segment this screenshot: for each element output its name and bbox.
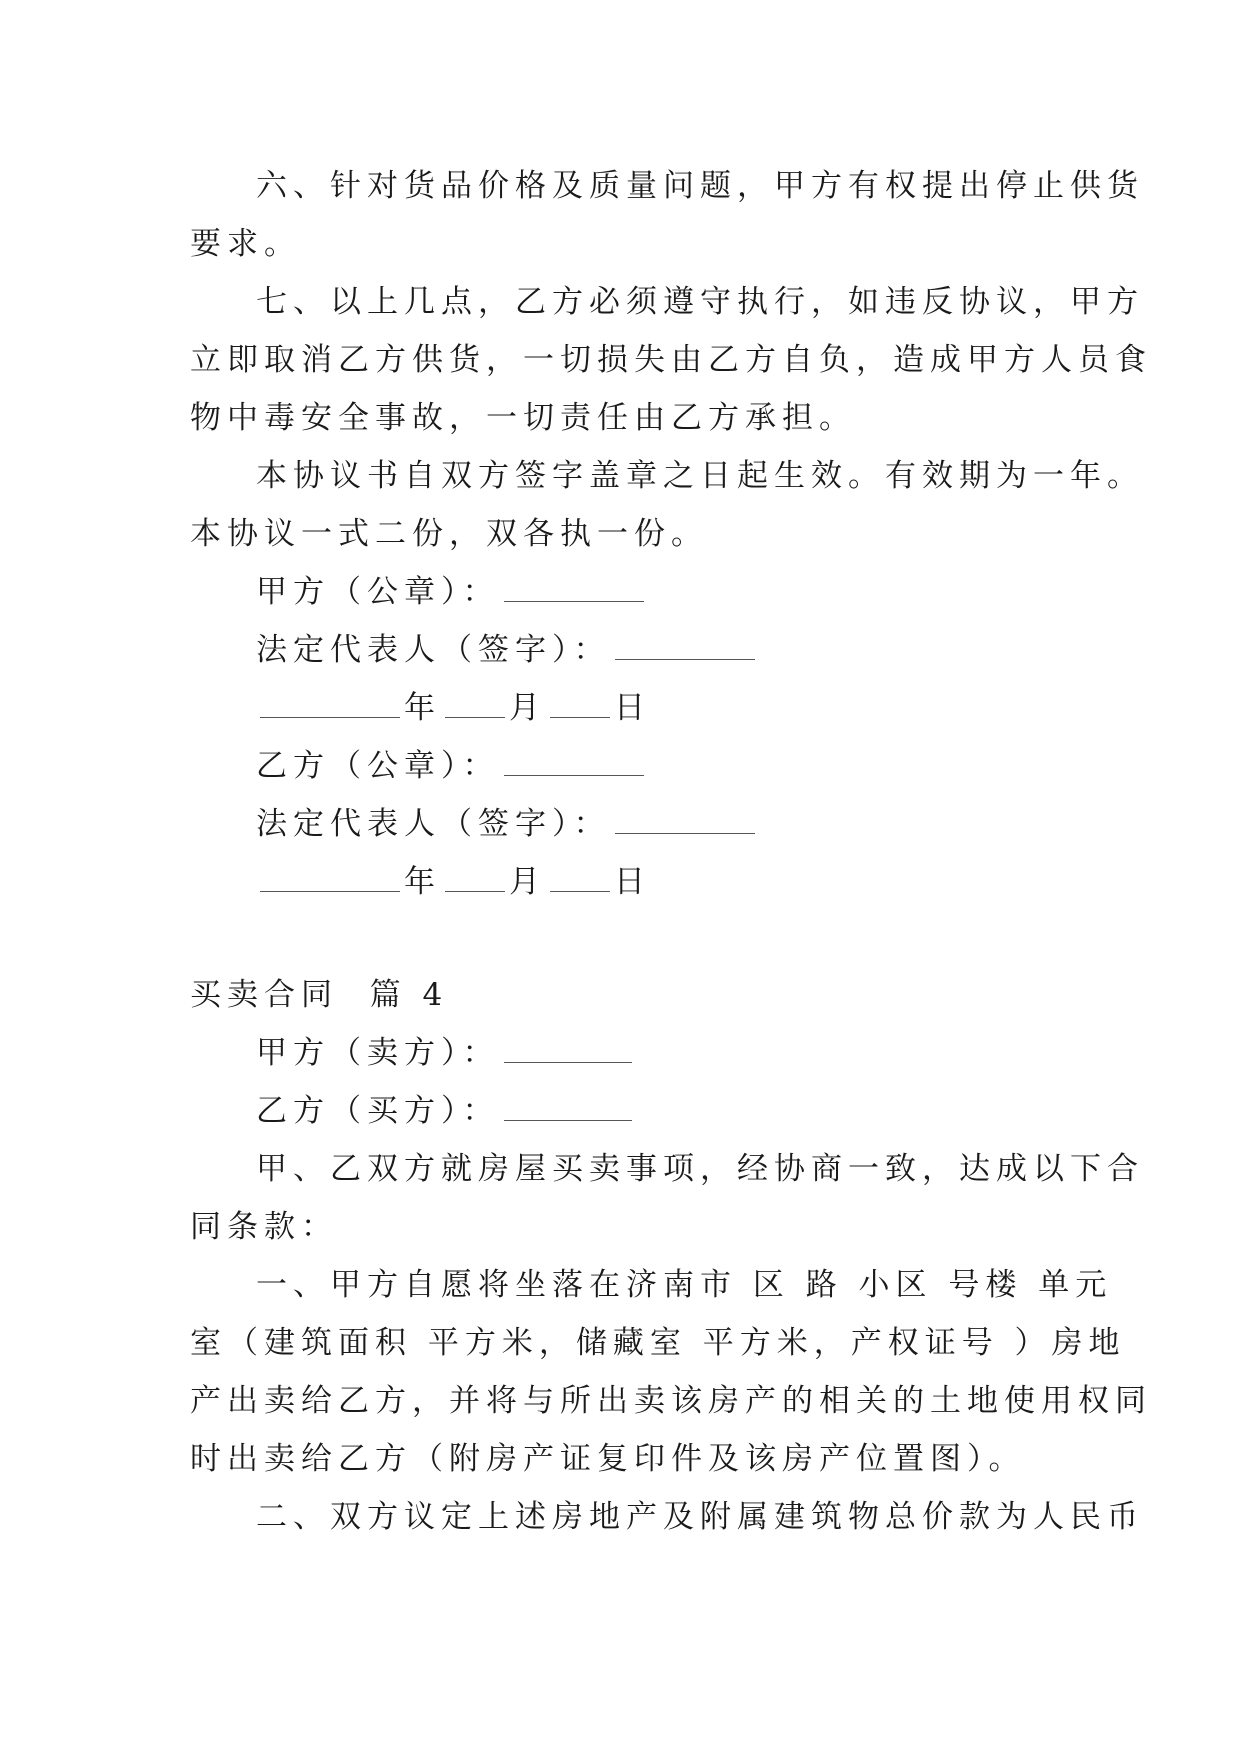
- party-b-seal-blank: [504, 749, 644, 776]
- buyer-label: 乙方（买方）：: [256, 1093, 500, 1129]
- intro-line-2: 同条款：: [190, 1209, 338, 1245]
- party-a-seal-blank: [504, 575, 644, 602]
- seller-label: 甲方（卖方）：: [256, 1035, 500, 1071]
- legal-rep-2-blank: [615, 807, 755, 834]
- legal-rep-1-label: 法定代表人（签字）：: [256, 632, 611, 668]
- clause-7-line-3: 物中毒安全事故，一切责任由乙方承担。: [190, 400, 856, 436]
- buyer-blank: [504, 1094, 632, 1121]
- clause-6-line-1: 六、针对货品价格及质量问题，甲方有权提出停止供货: [256, 168, 1144, 204]
- clause-7-line-1: 七、以上几点，乙方必须遵守执行，如违反协议，甲方: [256, 284, 1144, 320]
- section-title: 买卖合同 篇 4: [190, 977, 449, 1013]
- clause-2-line-1: 二、双方议定上述房地产及附属建筑物总价款为人民币: [256, 1499, 1144, 1535]
- intro-line-1: 甲、乙双方就房屋买卖事项，经协商一致，达成以下合: [256, 1151, 1144, 1187]
- seller-blank: [504, 1036, 632, 1063]
- legal-rep-2-label: 法定代表人（签字）：: [256, 806, 611, 842]
- year-blank: [260, 865, 400, 892]
- day-blank: [550, 865, 610, 892]
- party-b-seal-line: [256, 746, 648, 786]
- effective-line-1: 本协议书自双方签字盖章之日起生效。有效期为一年。: [256, 458, 1144, 494]
- party-b-seal-label: 乙方（公章）：: [256, 748, 500, 784]
- clause-1-line-4: 时出卖给乙方（附房产证复印件及该房产位置图）。: [190, 1441, 1026, 1477]
- month-blank: [445, 865, 505, 892]
- party-a-seal-label: 甲方（公章）：: [256, 574, 500, 610]
- year-label: 年: [404, 864, 441, 900]
- date-line-2: [256, 862, 651, 902]
- clause-1-line-1: 一、甲方自愿将坐落在济南市 区 路 小区 号楼 单元: [256, 1267, 1113, 1303]
- legal-rep-1-line: [256, 630, 759, 670]
- legal-rep-2-line: [256, 804, 759, 844]
- effective-line-2: 本协议一式二份，双各执一份。: [190, 516, 708, 552]
- month-label: 月: [509, 690, 546, 726]
- clause-1-line-2: 室（建筑面积 平方米，储藏室 平方米，产权证号 ）房地: [190, 1325, 1126, 1361]
- buyer-line: [256, 1091, 636, 1131]
- party-a-seal-line: [256, 572, 648, 612]
- year-blank: [260, 691, 400, 718]
- day-label: 日: [614, 864, 651, 900]
- day-label: 日: [614, 690, 651, 726]
- clause-1-line-3: 产出卖给乙方，并将与所出卖该房产的相关的土地使用权同: [190, 1383, 1152, 1419]
- date-line-1: [256, 688, 651, 728]
- month-blank: [445, 691, 505, 718]
- seller-line: [256, 1033, 636, 1073]
- legal-rep-1-blank: [615, 633, 755, 660]
- month-label: 月: [509, 864, 546, 900]
- day-blank: [550, 691, 610, 718]
- clause-6-line-2: 要求。: [190, 226, 301, 262]
- clause-7-line-2: 立即取消乙方供货，一切损失由乙方自负，造成甲方人员食: [190, 342, 1152, 378]
- year-label: 年: [404, 690, 441, 726]
